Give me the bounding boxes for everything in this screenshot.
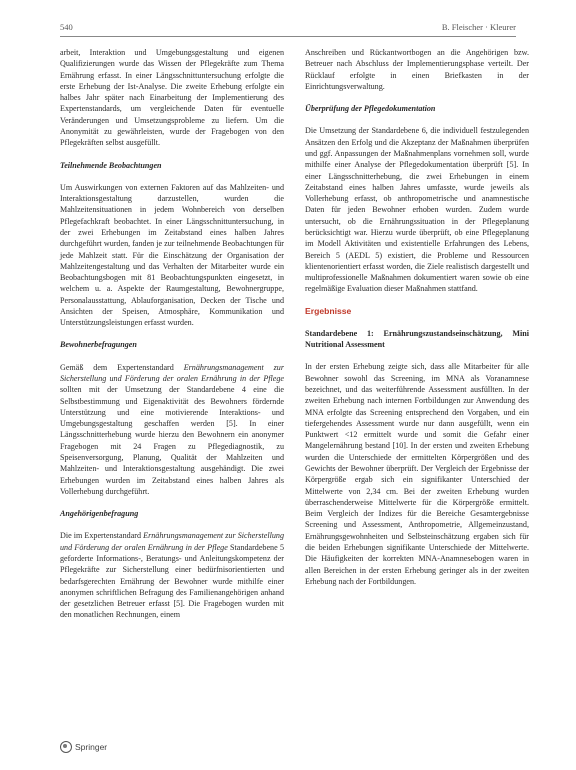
subheading-beobachtungen: Teilnehmende Beobachtungen <box>60 160 162 170</box>
running-header <box>60 22 516 36</box>
publisher-name: Springer <box>75 742 108 752</box>
page-number: 540 <box>60 22 73 32</box>
subsection-heading: Standardebene 1: Ernährungszustandseinschätzung, Mini Nutritional Assessment <box>305 328 529 350</box>
standard-title: Ernährungsmanagement zur Sicherstellung und Förderung der oralen Ernährung in der Pflege <box>60 531 285 552</box>
paragraph: Anschreiben und Rückantwortbogen an die Angehörigen bzw. Betreuer nach Abschluss der Implementierungsphase verteilt. Der Rücklauf erfolgte in einen Briefkasten in der Einrichtungsverwaltung. <box>305 48 529 91</box>
running-authors: B. Fleischer · Kleurer <box>441 22 516 32</box>
subheading-pflegedokumentation: Überprüfung der Pflegedokumentation <box>305 104 436 114</box>
header-rule <box>60 36 516 37</box>
springer-logo-icon <box>60 741 72 753</box>
subheading-bewohnerbefragungen: Bewohnerbefragungen <box>60 340 137 350</box>
paragraph: arbeit, Interaktion und Umgebungsgestaltung und eigenen Qualifizierungen wurde das Wissen der Pflegekräfte zum Thema Ernährung erfasst. In einer Längsschnittuntersuchung erfolgte die erste Erhebung der Ist-Analyse. Die zweite Erhebung erfolgte ein halbes Jahr später nach Einarbeitung der Implementierung des Expertenstandards, um vergleichende Daten für eventuelle Veränderungen und Umsetzungsprobleme zu liefern. Um die Anonymität zu gewährleisten, wurde der Fragebogen von den Pflegekräften selbst ausgefüllt. <box>60 48 284 148</box>
paragraph: In der ersten Erhebung zeigte sich, dass alle Mitarbeiter für alle Bewohner sowohl das Screening, im MNA als Voranamnese bezeichnet, und das weiterführende Assessment ausfüllten. In der zweiten Erhebung nach internen Fortbildungen zur Anwendung des MNA erfolgte das Screening entsprechend den Vorgaben, und ein tiefergehendes Assessment wurde nur dann ausgefüllt, wenn ein Punktwert <12 ermittelt wurde und somit die Gefahr einer Mangelernährung bestand [10]. In der ersten und zweiten Erhebung wurden die Unterschiede der ermittelten Körpergrößen und des Gewichts der Bewohner überprüft. Der Vergleich der Ergebnisse der Körpergröße ergab sich ein signifikanter Unterschied der Mittelwerte von 2,34 cm. Bei der zweiten Erhebung wurden überraschenderweise Mittelwerte für die Körpergröße ermittelt. Beim Vergleich der Indizes für die Bereiche Gesamtergebnisse Screening und Assessment, Anthropometrie, Allgemeinzustand, Ernährungsgewohnheiten und Selbsteinschätzung ergaben sich für die beiden Erhebungen signifikante Unterschiede der Mittelwerte. Die Häufigkeiten der korrekten MNA-Anamnesebogen waren in allen Bereichen in der ersten Erhebung geringer als in der zweiten Erhebung nach der Fortbildungen. <box>305 362 529 586</box>
paragraph: Um Auswirkungen von externen Faktoren auf das Mahlzeiten- und Interaktionsgestaltung darzustellen, wurden die Mahlzeitensituationen in jedem Wohnbereich von derselben Pflegefachkraft beobachtet. In einer Längsschnittuntersuchung, in der zwei Erhebungen im Zeitabstand eines halben Jahres durchgeführt wurden, fanden je zur teilnehmende Beobachtungen für jede Mahlzeit statt. Für die Einschätzung der Organisation der Mahlzeitengestaltung und das Verhalten der Mitarbeiter wurde ein Beobachtungsbogen mit 81 Beobachtungspunkten eingesetzt, in welchem u. a. Aspekte der Raumgestaltung, Bewohnergruppe, Personalausstattung, Ablauforganisation, Decken der Tische und Ansichten der Speisen, Atmosphäre, Kommunikation und Unterstützungsleistungen erfasst wurden. <box>60 182 284 328</box>
paragraph: Gemäß dem Expertenstandard Ernährungsmanagement zur Sicherstellung und Förderung der oralen Ernährung in der Pflege sollten mit der Umsetzung der Standardebene 4 eine die Selbstbestimmung und Eigenaktivität des Bewohners fördernde Unterstützung und eine motivierende Interaktions- und Umgebungsgestaltung geschaffen werden [5]. In einer Längsschnitterhebung wurde hierzu den Bewohnern ein anonymer Fragebogen mit 24 Fragen zu Pflegediagnostik, zu Speisenversorgung, Planung, Qualität der Mahlzeiten und Mahlzeiten- und Interaktionsgestaltung ausgehändigt. Die zwei Erhebungen wurden im Zeitabstand eines halben Jahres als Vollerhebung durchgeführt. <box>60 362 284 496</box>
paragraph: Die Umsetzung der Standardebene 6, die individuell festzulegenden Ansätzen den Erfolg und die Akzeptanz der Maßnahmen überprüfen und ggf. Anpassungen der Maßnahmenplans vornehmen soll, wurde mithilfe einer Analyse der Pflegedokumentation überprüft [5]. In einer Längsschnitterhebung, die zwei Erhebungen in einem Zeitabstand eines halben Jahres umfasste, wurde jeweils als Vollerhebung erfasst, ob anthropometrische und anamnestische Daten für jeden Bewohner erhoben wurden. Zudem wurde untersucht, ob die Ernährungssituation in der Pflegeplanung berücksichtigt war. Hierzu wurde überprüft, ob eine Pflegeplanung im Modell Aktivitäten und existentielle Erfahrungen des Lebens, Bereich 5 (AEDL 5) existiert, die Probleme und Ressourcen klientenorientiert erfasst worden, die Ziele realistisch dargestellt und multiprofessionelle Maßnahmen dokumentiert waren sowie ob eine regelmäßige Evaluation dieser Maßnahmen stattfand. <box>305 126 529 294</box>
standard-title: Ernährungsmanagement zur Sicherstellung und Förderung der oralen Ernährung in der Pflege <box>60 362 284 384</box>
publisher-logo <box>60 740 107 754</box>
left-column <box>60 47 284 632</box>
right-column <box>305 47 529 598</box>
subheading-angehoerigenbefragung: Angehörigenbefragung <box>60 509 139 519</box>
paragraph: Die im Expertenstandard Ernährungsmanagement zur Sicherstellung und Förderung der oralen Ernährung in der Pflege Standardebene 5 geforderte Informations-, Beratungs- und Anleitungskompetenz der Pflegekräfte zur Sicherstellung einer bedürfnisorientierten und bedarfsgerechten Ernährung der Bewohner wurde mithilfe einer anonymen schriftlichen Befragung des Familienangehörigen anhand der gesetzlichen Betreuer erfasst [5]. Die Fragebogen wurden mit den monatlichen Rechnungen, einem <box>60 531 285 620</box>
section-heading-ergebnisse: Ergebnisse <box>305 305 352 316</box>
